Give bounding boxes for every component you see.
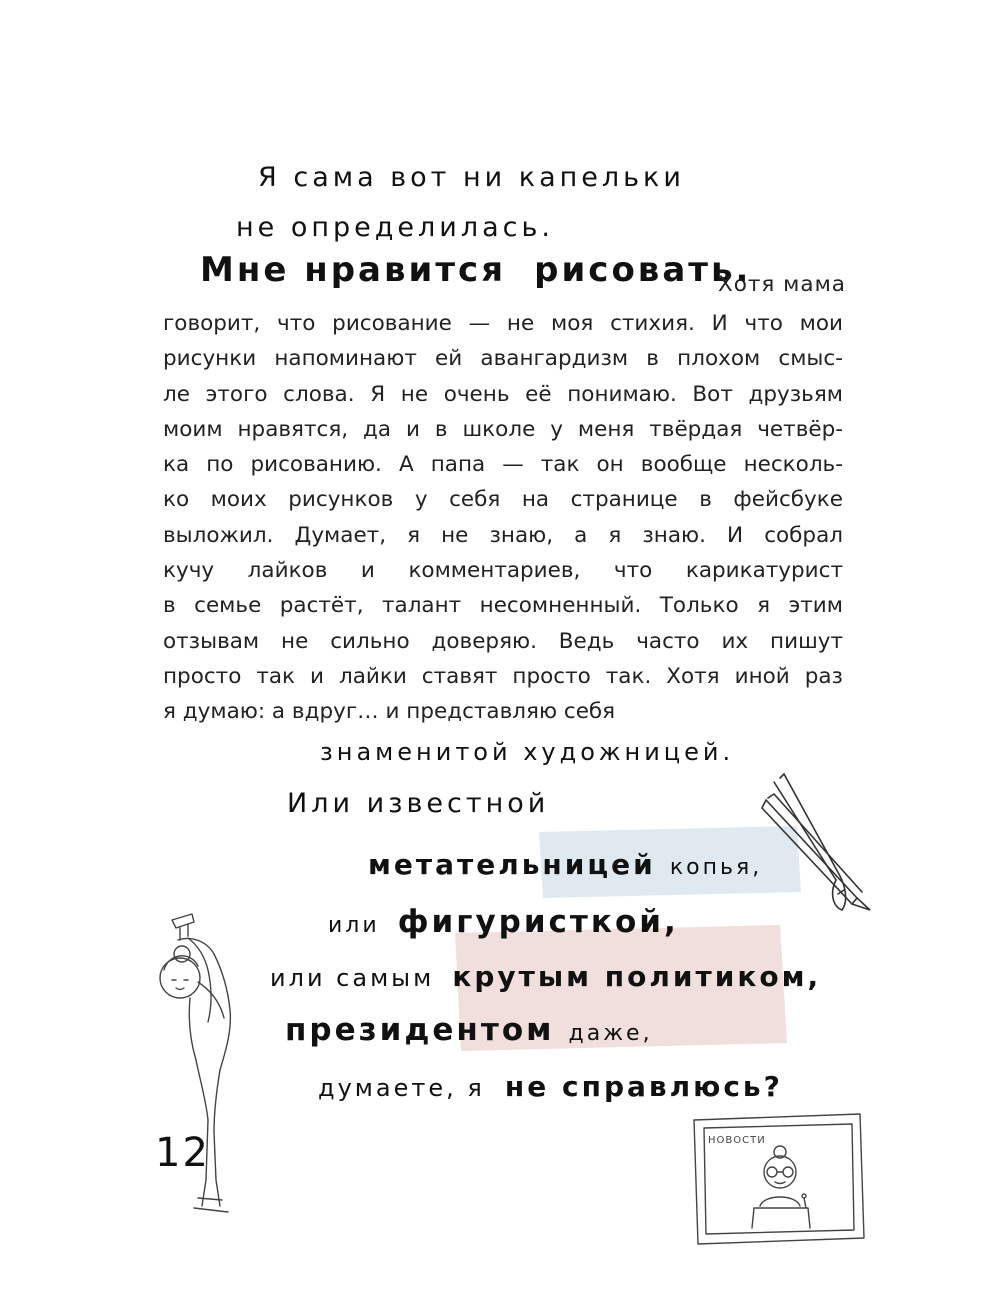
handwritten-line-2: не определилась. (236, 212, 554, 243)
body-line: в семье растёт, талант несомненный. Только я этим (163, 593, 843, 619)
javelin-word: копья, (669, 855, 763, 880)
tv-news-drawing (690, 1110, 870, 1260)
body-line: ле этого слова. Я не очень её понимаю. Вот друзьям (163, 381, 843, 407)
page-number: 12 (155, 1130, 210, 1176)
skater-line (328, 904, 679, 940)
politician-line (270, 960, 821, 993)
javelin-line (368, 848, 762, 881)
body-line: ка по рисованию. А папа — так он вообще несколь- (163, 452, 843, 478)
or-famous-text: Или известной (287, 788, 550, 819)
president-text: президентом (285, 1012, 555, 1048)
president-line (285, 1012, 653, 1048)
handwritten-line-1: Я сама вот ни капельки (258, 162, 685, 193)
cool-politician-text: крутым политиком, (452, 960, 822, 993)
body-paragraph (163, 306, 843, 730)
even-word: даже, (568, 1021, 653, 1046)
or-most-text: или самым (270, 964, 435, 992)
figure-skater-text: фигуристкой, (397, 904, 679, 940)
drawing-word: рисовать. (534, 250, 752, 290)
javelin-thrower-text: метательницей (368, 848, 656, 881)
body-line: моим нравятся, да и в школе у меня твёрдая четвёр- (163, 416, 843, 442)
body-line: отзывам не сильно доверяю. Ведь часто их пишут (163, 628, 843, 654)
cope-line (318, 1070, 783, 1103)
likes-drawing-text: Мне нравится (200, 250, 507, 290)
or-word: или (328, 913, 380, 938)
handwritten-line-3 (200, 250, 751, 290)
body-line: кучу лайков и комментариев, что карикатурист (163, 558, 843, 584)
famous-artist-text: знаменитой художницей. (320, 738, 735, 766)
body-line: я думаю: а вдруг… и представляю себя (163, 699, 616, 725)
pencil-brush-icon (752, 770, 887, 920)
will-not-cope-text: не справлюсь? (504, 1070, 783, 1103)
body-line: говорит, что рисование — не моя стихия. И что мои (163, 311, 843, 336)
body-line: просто так и лайки ставят просто так. Хотя иной раз (163, 663, 843, 689)
body-intro: Хотя мама (718, 272, 846, 297)
tv-news-label: НОВОСТИ (708, 1135, 766, 1146)
think-text: думаете, я (318, 1074, 485, 1102)
body-line: выложил. Думает, я не знаю, а я знаю. И собрал (163, 522, 843, 548)
body-line: ко моих рисунков у себя на странице в фейсбуке (163, 487, 843, 513)
body-line: рисунки напоминают ей авангардизм в плохом смыс- (163, 346, 843, 372)
